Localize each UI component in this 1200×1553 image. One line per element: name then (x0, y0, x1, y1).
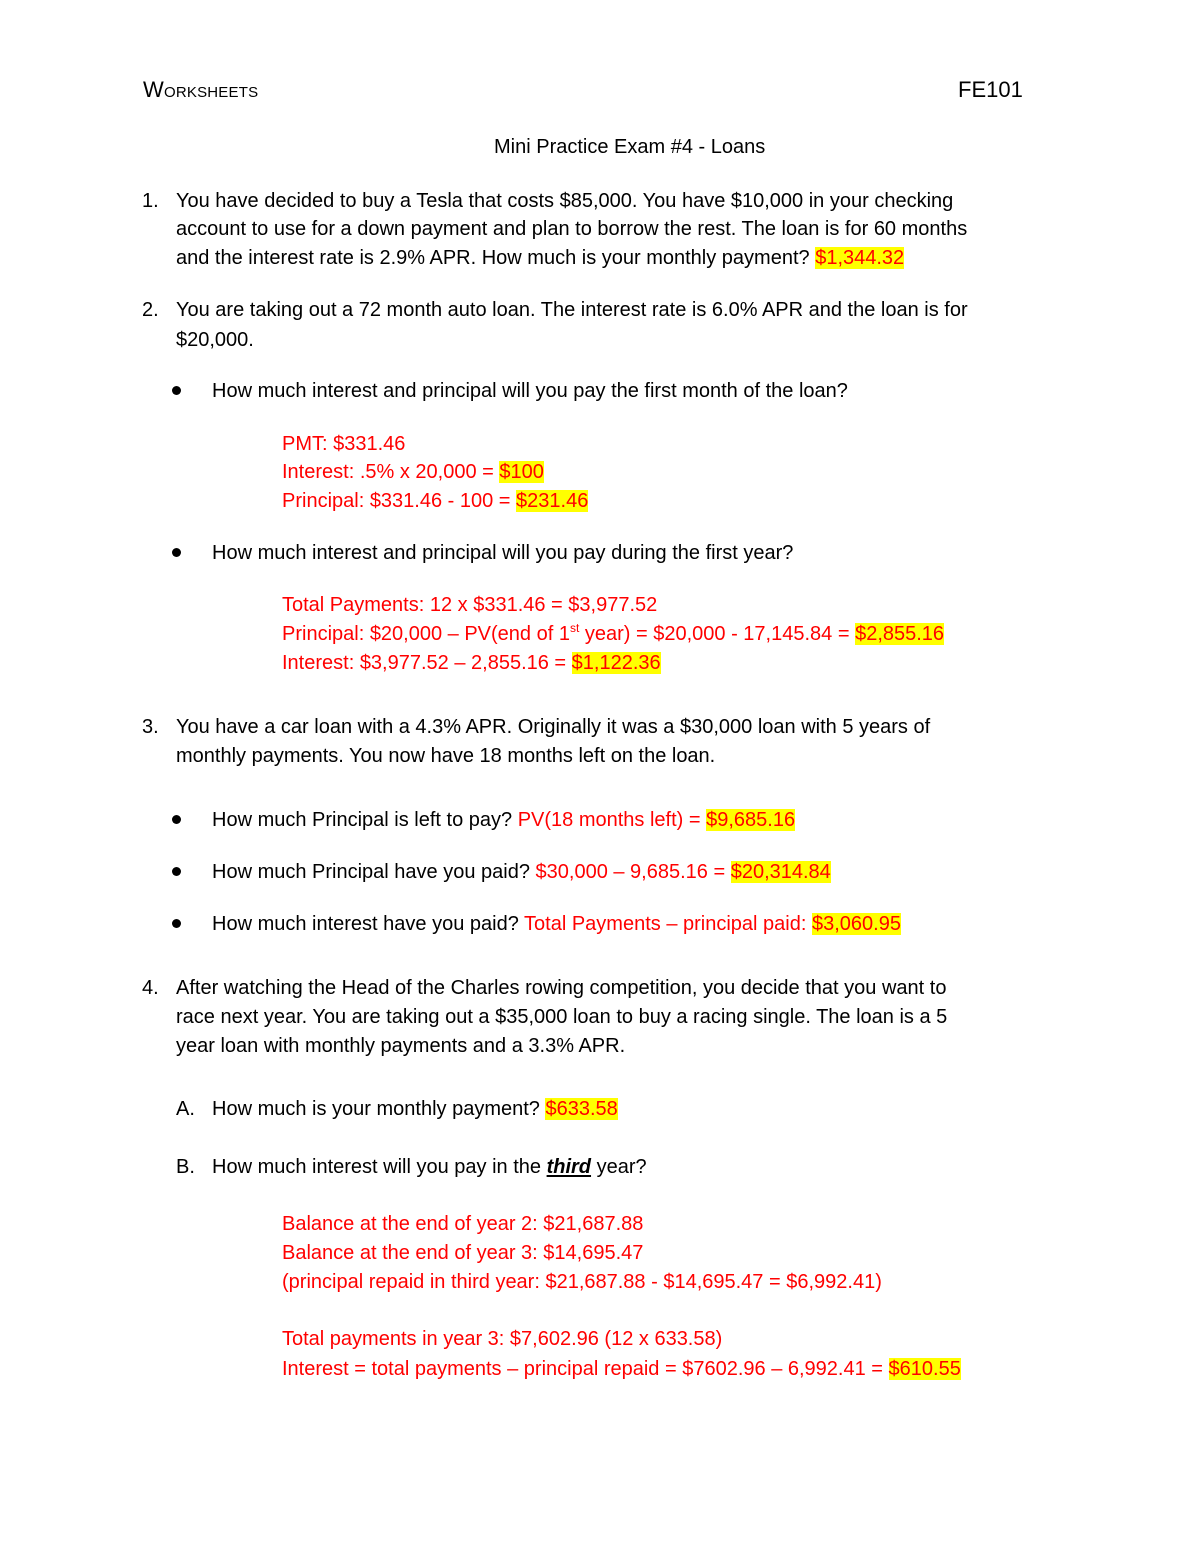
q4-a-answer: $633.58 (545, 1098, 618, 1120)
q3-line1: You have a car loan with a 4.3% APR. Originally it was a $30,000 loan with 5 years of (176, 716, 931, 738)
q4-line3: year loan with monthly payments and a 3.3% APR. (176, 1035, 626, 1057)
course-code: FE101 (958, 77, 1023, 102)
q3-bullet-2 (172, 867, 181, 876)
q2-b2-principal-text-b: year) = $20,000 - 17,145.84 = (579, 623, 856, 645)
q4-b-question (212, 1155, 647, 1179)
q2-b2-principal (282, 622, 944, 646)
q4-b-total: Total payments in year 3: $7,602.96 (12 x 633.58) (282, 1328, 723, 1350)
q3-b1 (212, 808, 795, 832)
q1-line1: You have decided to buy a Tesla that costs $85,000. You have $10,000 in your checking (176, 190, 954, 212)
q2-b2-interest (282, 651, 661, 675)
q3-b2-answer: $20,314.84 (730, 861, 831, 883)
q4-b-question-b: year? (591, 1156, 647, 1178)
q4-b-interest-answer: $610.55 (888, 1358, 961, 1380)
q2-b2-interest-text: Interest: $3,977.52 – 2,855.16 = (282, 652, 572, 674)
q2-line1: You are taking out a 72 month auto loan. The interest rate is 6.0% APR and the loan is for (176, 299, 968, 321)
q2-b1-principal-text: Principal: $331.46 - 100 = (282, 490, 517, 512)
page-title: Mini Practice Exam #4 - Loans (494, 136, 766, 158)
q3-b1-question: How much Principal is left to pay? (212, 809, 518, 831)
q4-b-question-a: How much interest will you pay in the (212, 1156, 547, 1178)
q4-line1: After watching the Head of the Charles rowing competition, you decide that you want to (176, 977, 947, 999)
q4-b-interest (282, 1357, 961, 1381)
q4-b-interest-text: Interest = total payments – principal repaid = $7602.96 – 6,992.41 = (282, 1358, 889, 1380)
q3-b2-question: How much Principal have you paid? (212, 861, 536, 883)
q2-bullet-1 (172, 386, 181, 395)
q4-a (212, 1097, 618, 1121)
q4-b-repaid: (principal repaid in third year: $21,687.88 - $14,695.47 = $6,992.41) (282, 1271, 882, 1293)
q1-number: 1. (142, 190, 159, 212)
header-left-rest: ORKSHEETS (163, 84, 259, 101)
q1-line3 (176, 246, 904, 270)
header-left (143, 78, 258, 105)
q3-number: 3. (142, 716, 159, 738)
q4-a-question: How much is your monthly payment? (212, 1098, 546, 1120)
q2-b2-principal-sup: st (569, 621, 580, 635)
q3-b3-work: Total Payments – principal paid: (524, 913, 812, 935)
q2-b1-question: How much interest and principal will you pay the first month of the loan? (212, 380, 848, 402)
q4-b-bal2: Balance at the end of year 2: $21,687.88 (282, 1213, 644, 1235)
q4-a-letter: A. (176, 1098, 195, 1120)
q2-b2-principal-text-a: Principal: $20,000 – PV(end of 1 (282, 623, 570, 645)
q3-b3 (212, 912, 901, 936)
q2-b2-total: Total Payments: 12 x $331.46 = $3,977.52 (282, 594, 658, 616)
q4-b-question-emphasis: third (546, 1156, 592, 1178)
q2-b2-interest-answer: $1,122.36 (571, 652, 661, 674)
q1-line3-text: and the interest rate is 2.9% APR. How much is your monthly payment? (176, 247, 816, 269)
q2-b1-interest (282, 460, 544, 484)
q4-b-letter: B. (176, 1156, 195, 1178)
header-left-initial: W (143, 77, 164, 102)
q3-bullet-1 (172, 815, 181, 824)
q4-number: 4. (142, 977, 159, 999)
q3-bullet-3 (172, 919, 181, 928)
q2-number: 2. (142, 299, 159, 321)
q2-bullet-2 (172, 548, 181, 557)
q3-b3-question: How much interest have you paid? (212, 913, 525, 935)
q2-b1-interest-answer: $100 (499, 461, 544, 483)
q2-b2-question: How much interest and principal will you pay during the first year? (212, 542, 794, 564)
q2-b1-principal (282, 489, 588, 513)
q4-line2: race next year. You are taking out a $35,000 loan to buy a racing single. The loan is a 5 (176, 1006, 948, 1028)
q2-b1-principal-answer: $231.46 (516, 490, 589, 512)
q2-b1-pmt: PMT: $331.46 (282, 433, 406, 455)
q3-b3-answer: $3,060.95 (811, 913, 901, 935)
q2-b2-principal-answer: $2,855.16 (855, 623, 945, 645)
q3-line2: monthly payments. You now have 18 months left on the loan. (176, 745, 716, 767)
q1-line2: account to use for a down payment and plan to borrow the rest. The loan is for 60 months (176, 218, 968, 240)
q2-b1-interest-text: Interest: .5% x 20,000 = (282, 461, 500, 483)
q3-b1-work: PV(18 months left) = (517, 809, 707, 831)
q3-b2-work: $30,000 – 9,685.16 = (535, 861, 731, 883)
q3-b2 (212, 860, 831, 884)
q3-b1-answer: $9,685.16 (706, 809, 796, 831)
q2-line2: $20,000. (176, 329, 254, 351)
q1-answer: $1,344.32 (815, 247, 905, 269)
q4-b-bal3: Balance at the end of year 3: $14,695.47 (282, 1242, 644, 1264)
